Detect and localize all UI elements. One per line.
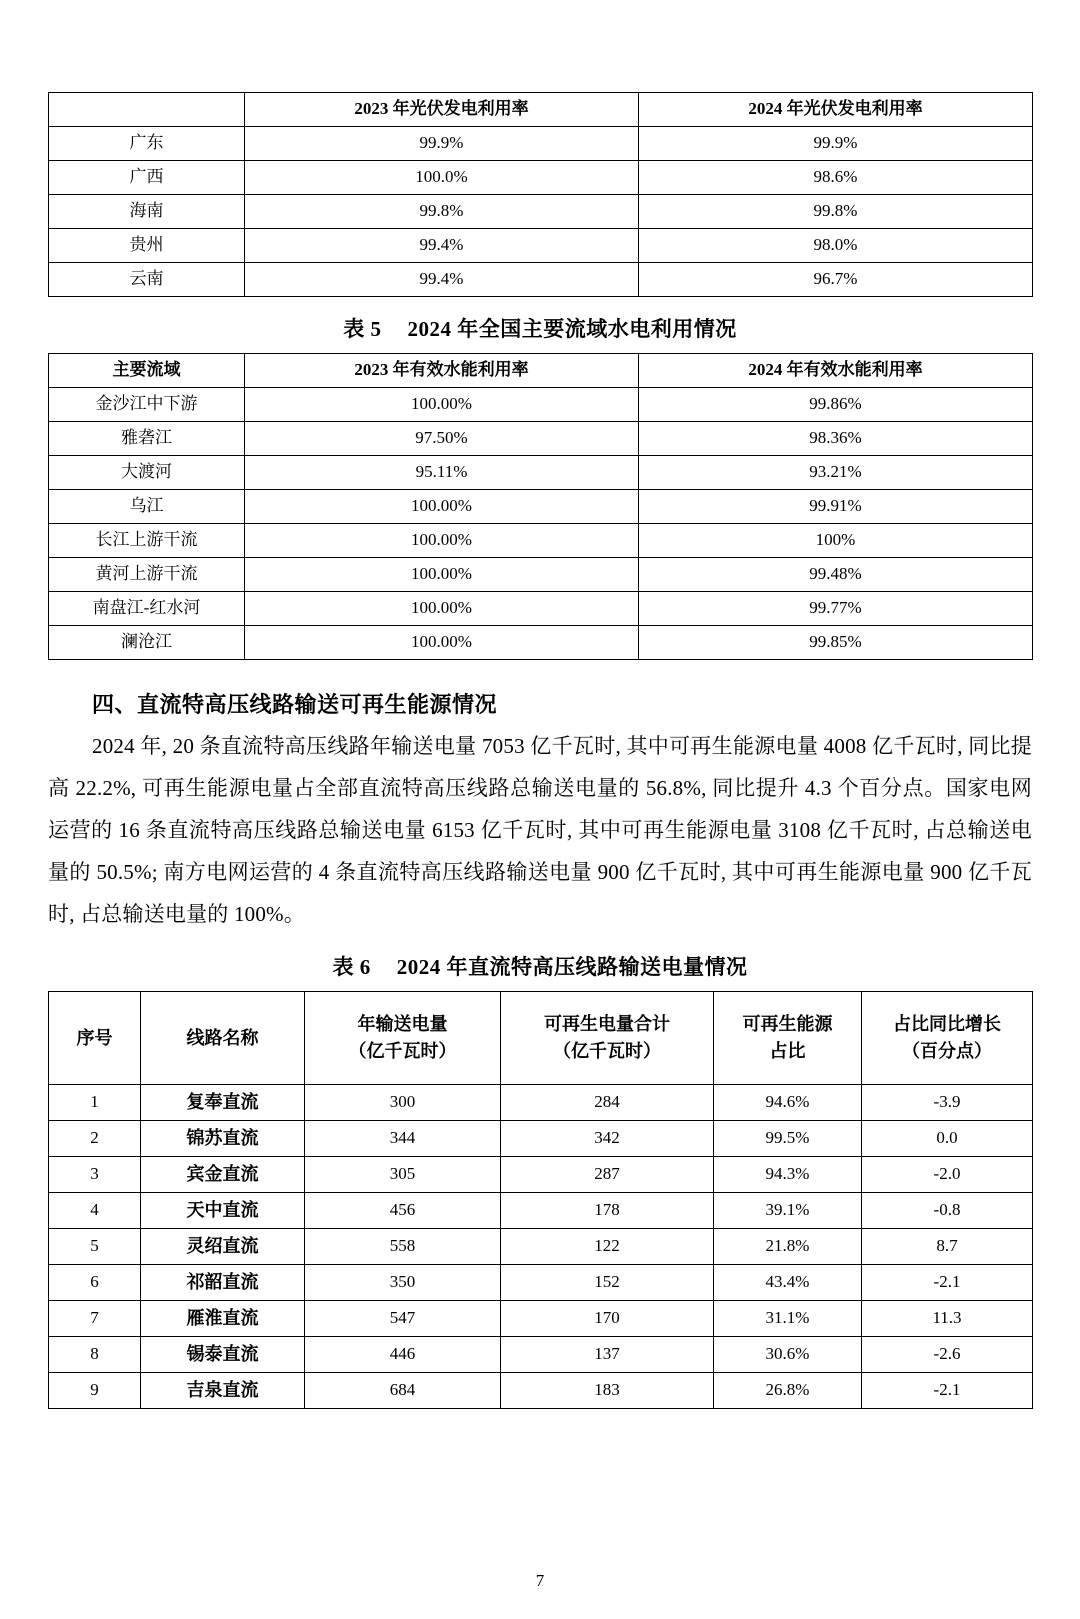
column-header-region xyxy=(49,93,245,127)
cell-no: 7 xyxy=(49,1301,141,1337)
cell-yoy-change: -2.1 xyxy=(862,1265,1033,1301)
column-header-2023-hydro-rate: 2023 年有效水能利用率 xyxy=(245,354,639,388)
uhvdc-transmission-table xyxy=(48,991,1033,1409)
table-row xyxy=(49,1337,1033,1373)
cell-line-name: 锦苏直流 xyxy=(141,1121,305,1157)
cell-2023-rate: 100.00% xyxy=(245,524,639,558)
table-header-row xyxy=(49,354,1033,388)
cell-basin: 长江上游干流 xyxy=(49,524,245,558)
cell-yoy-change: -2.1 xyxy=(862,1373,1033,1409)
cell-renewable-share: 39.1% xyxy=(714,1193,862,1229)
cell-2024-rate: 99.48% xyxy=(639,558,1033,592)
cell-line-name: 雁淮直流 xyxy=(141,1301,305,1337)
cell-region: 海南 xyxy=(49,195,245,229)
table-row xyxy=(49,592,1033,626)
cell-renewable-total: 284 xyxy=(501,1085,714,1121)
column-header-annual-transmission-line2: （亿千瓦时） xyxy=(348,1041,457,1061)
cell-2023-rate: 100.00% xyxy=(245,592,639,626)
cell-renewable-share: 31.1% xyxy=(714,1301,862,1337)
column-header-renewable-total xyxy=(501,992,714,1085)
page-number: 7 xyxy=(535,1571,545,1590)
cell-2023-rate: 100.00% xyxy=(245,558,639,592)
document-page xyxy=(0,92,1080,1619)
cell-no: 8 xyxy=(49,1337,141,1373)
cell-renewable-total: 152 xyxy=(501,1265,714,1301)
table6-caption xyxy=(48,951,1032,981)
table-row xyxy=(49,161,1033,195)
table5-caption xyxy=(48,313,1032,343)
cell-2024-rate: 99.9% xyxy=(639,127,1033,161)
cell-2023-rate: 99.4% xyxy=(245,229,639,263)
cell-renewable-total: 137 xyxy=(501,1337,714,1373)
cell-no: 9 xyxy=(49,1373,141,1409)
cell-yoy-change: -3.9 xyxy=(862,1085,1033,1121)
column-header-yoy-change-line1: 占比同比增长 xyxy=(893,1014,1001,1034)
table-row xyxy=(49,456,1033,490)
column-header-basin: 主要流域 xyxy=(49,354,245,388)
column-header-yoy-change-line2: （百分点） xyxy=(902,1041,992,1061)
cell-2024-rate: 98.6% xyxy=(639,161,1033,195)
table-row xyxy=(49,558,1033,592)
cell-2023-rate: 99.8% xyxy=(245,195,639,229)
cell-renewable-share: 94.3% xyxy=(714,1157,862,1193)
cell-renewable-share: 94.6% xyxy=(714,1085,862,1121)
table5-caption-title: 2024 年全国主要流域水电利用情况 xyxy=(407,317,737,341)
table-row xyxy=(49,1121,1033,1157)
cell-2023-rate: 97.50% xyxy=(245,422,639,456)
cell-region: 云南 xyxy=(49,263,245,297)
table-header xyxy=(49,93,1033,127)
cell-region: 贵州 xyxy=(49,229,245,263)
cell-basin: 澜沧江 xyxy=(49,626,245,660)
table-body xyxy=(49,388,1033,660)
cell-renewable-share: 99.5% xyxy=(714,1121,862,1157)
table-row xyxy=(49,422,1033,456)
cell-line-name: 灵绍直流 xyxy=(141,1229,305,1265)
table-row xyxy=(49,1157,1033,1193)
cell-renewable-total: 287 xyxy=(501,1157,714,1193)
cell-2023-rate: 100.00% xyxy=(245,388,639,422)
table-row xyxy=(49,1193,1033,1229)
cell-no: 1 xyxy=(49,1085,141,1121)
column-header-yoy-change xyxy=(862,992,1033,1085)
section-heading: 四、直流特高压线路输送可再生能源情况 xyxy=(92,692,498,717)
column-header-annual-transmission-line1: 年输送电量 xyxy=(357,1014,448,1034)
table-row xyxy=(49,1373,1033,1409)
cell-2023-rate: 95.11% xyxy=(245,456,639,490)
cell-2024-rate: 99.85% xyxy=(639,626,1033,660)
cell-2024-rate: 100% xyxy=(639,524,1033,558)
table-row xyxy=(49,1085,1033,1121)
cell-basin: 雅砻江 xyxy=(49,422,245,456)
cell-basin: 大渡河 xyxy=(49,456,245,490)
cell-renewable-share: 43.4% xyxy=(714,1265,862,1301)
cell-no: 2 xyxy=(49,1121,141,1157)
column-header-2024-pv-rate: 2024 年光伏发电利用率 xyxy=(639,93,1033,127)
cell-annual-transmission: 446 xyxy=(305,1337,501,1373)
table-row xyxy=(49,388,1033,422)
table5-caption-label: 表 5 xyxy=(343,317,382,341)
column-header-line-name: 线路名称 xyxy=(141,992,305,1085)
cell-annual-transmission: 300 xyxy=(305,1085,501,1121)
cell-line-name: 锡泰直流 xyxy=(141,1337,305,1373)
cell-annual-transmission: 558 xyxy=(305,1229,501,1265)
cell-2023-rate: 100.00% xyxy=(245,490,639,524)
cell-yoy-change: 11.3 xyxy=(862,1301,1033,1337)
table-row xyxy=(49,195,1033,229)
table-row xyxy=(49,263,1033,297)
table-row xyxy=(49,490,1033,524)
cell-no: 5 xyxy=(49,1229,141,1265)
table-row xyxy=(49,626,1033,660)
cell-no: 4 xyxy=(49,1193,141,1229)
column-header-2023-pv-rate: 2023 年光伏发电利用率 xyxy=(245,93,639,127)
cell-2023-rate: 99.9% xyxy=(245,127,639,161)
cell-basin: 乌江 xyxy=(49,490,245,524)
cell-region: 广东 xyxy=(49,127,245,161)
table-row xyxy=(49,127,1033,161)
cell-renewable-total: 122 xyxy=(501,1229,714,1265)
cell-annual-transmission: 547 xyxy=(305,1301,501,1337)
table-row xyxy=(49,1301,1033,1337)
cell-2024-rate: 98.0% xyxy=(639,229,1033,263)
column-header-2024-hydro-rate: 2024 年有效水能利用率 xyxy=(639,354,1033,388)
cell-yoy-change: -2.6 xyxy=(862,1337,1033,1373)
cell-renewable-total: 170 xyxy=(501,1301,714,1337)
column-header-renewable-share-line2: 占比 xyxy=(769,1041,806,1061)
cell-yoy-change: 8.7 xyxy=(862,1229,1033,1265)
cell-line-name: 复奉直流 xyxy=(141,1085,305,1121)
cell-yoy-change: 0.0 xyxy=(862,1121,1033,1157)
cell-2024-rate: 99.91% xyxy=(639,490,1033,524)
section-paragraph: 2024 年, 20 条直流特高压线路年输送电量 7053 亿千瓦时, 其中可再生能源电量 4008 亿千瓦时, 同比提高 22.2%, 可再生能源电量占全部直流特高压线路总输送电量的 56.8%, 同比提升 4.3 个百分点。国家电网运营的 16 条直流特高压线路总输送电量 6153 亿千瓦时, 其中可再生能源电量 3108 亿千瓦时, 占总输送电量的 50.5%; 南方电网运营的 4 条直流特高压线路输送电量 900 亿千瓦时, 其中可再生能源电量 900 亿千瓦时, 占总输送电量的 100%。 xyxy=(48,734,1032,926)
cell-annual-transmission: 344 xyxy=(305,1121,501,1157)
cell-basin: 黄河上游干流 xyxy=(49,558,245,592)
cell-2023-rate: 100.0% xyxy=(245,161,639,195)
cell-yoy-change: -2.0 xyxy=(862,1157,1033,1193)
cell-renewable-share: 26.8% xyxy=(714,1373,862,1409)
column-header-renewable-total-line1: 可再生电量合计 xyxy=(544,1014,670,1034)
cell-annual-transmission: 350 xyxy=(305,1265,501,1301)
cell-annual-transmission: 305 xyxy=(305,1157,501,1193)
cell-2024-rate: 99.77% xyxy=(639,592,1033,626)
cell-basin: 金沙江中下游 xyxy=(49,388,245,422)
cell-line-name: 天中直流 xyxy=(141,1193,305,1229)
table-row xyxy=(49,524,1033,558)
column-header-no: 序号 xyxy=(49,992,141,1085)
table-row xyxy=(49,1229,1033,1265)
table-header-row xyxy=(49,93,1033,127)
column-header-renewable-share xyxy=(714,992,862,1085)
table-body xyxy=(49,127,1033,297)
table-row xyxy=(49,229,1033,263)
cell-2023-rate: 100.00% xyxy=(245,626,639,660)
table-header-row xyxy=(49,992,1033,1085)
cell-2023-rate: 99.4% xyxy=(245,263,639,297)
table-row xyxy=(49,1265,1033,1301)
cell-2024-rate: 99.8% xyxy=(639,195,1033,229)
cell-annual-transmission: 684 xyxy=(305,1373,501,1409)
cell-line-name: 宾金直流 xyxy=(141,1157,305,1193)
cell-line-name: 吉泉直流 xyxy=(141,1373,305,1409)
table6-caption-title: 2024 年直流特高压线路输送电量情况 xyxy=(396,955,748,979)
table-header xyxy=(49,992,1033,1085)
table-body xyxy=(49,1085,1033,1409)
column-header-renewable-total-line2: （亿千瓦时） xyxy=(553,1041,661,1061)
cell-region: 广西 xyxy=(49,161,245,195)
cell-2024-rate: 98.36% xyxy=(639,422,1033,456)
cell-2024-rate: 93.21% xyxy=(639,456,1033,490)
cell-basin: 南盘江-红水河 xyxy=(49,592,245,626)
table-header xyxy=(49,354,1033,388)
cell-no: 6 xyxy=(49,1265,141,1301)
cell-renewable-total: 183 xyxy=(501,1373,714,1409)
cell-no: 3 xyxy=(49,1157,141,1193)
cell-yoy-change: -0.8 xyxy=(862,1193,1033,1229)
cell-2024-rate: 96.7% xyxy=(639,263,1033,297)
table6-caption-label: 表 6 xyxy=(332,955,371,979)
cell-renewable-total: 342 xyxy=(501,1121,714,1157)
column-header-renewable-share-line1: 可再生能源 xyxy=(742,1014,833,1034)
cell-annual-transmission: 456 xyxy=(305,1193,501,1229)
hydro-utilization-table xyxy=(48,353,1033,660)
cell-line-name: 祁韶直流 xyxy=(141,1265,305,1301)
cell-renewable-share: 21.8% xyxy=(714,1229,862,1265)
cell-renewable-total: 178 xyxy=(501,1193,714,1229)
photovoltaic-utilization-table xyxy=(48,92,1033,297)
cell-2024-rate: 99.86% xyxy=(639,388,1033,422)
cell-renewable-share: 30.6% xyxy=(714,1337,862,1373)
column-header-annual-transmission xyxy=(305,992,501,1085)
